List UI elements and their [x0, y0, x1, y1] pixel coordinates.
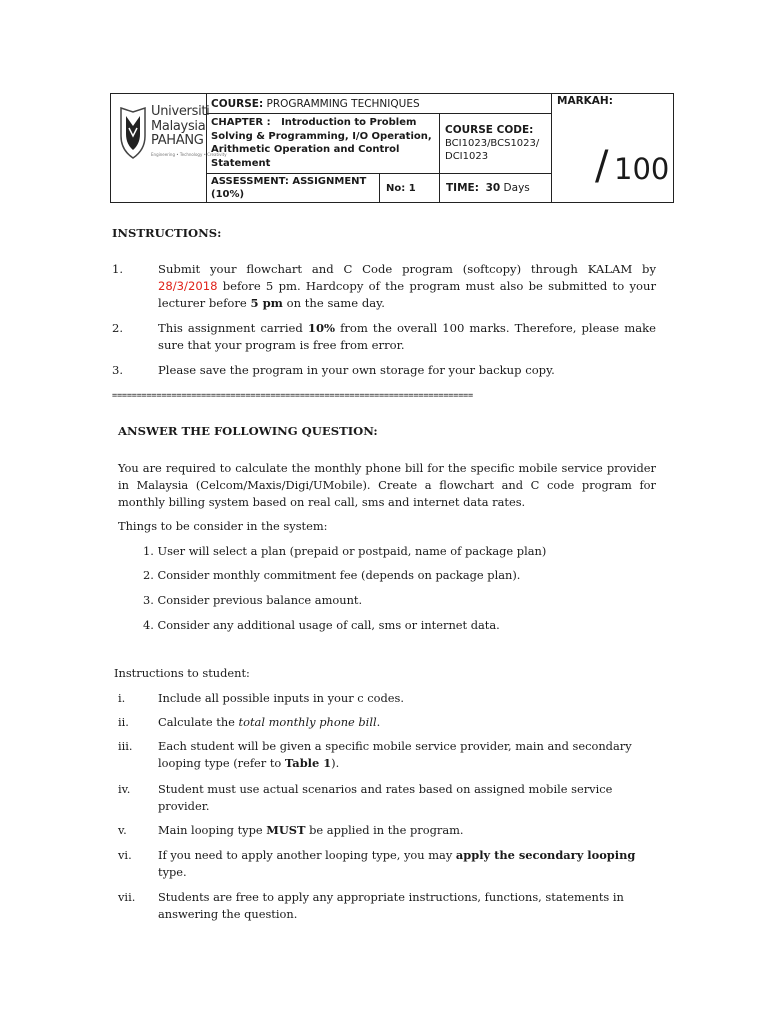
markah-label: MARKAH: [557, 95, 613, 107]
logo-line: PAHANG [151, 133, 204, 148]
course-code-label: COURSE CODE: [445, 124, 534, 136]
logo-line: Malaysia [151, 118, 206, 134]
text-span: on the same day. [286, 296, 385, 310]
consideration-item: 4. Consider any additional usage of call, sms or internet data. [143, 618, 500, 632]
instruction-text [158, 261, 656, 312]
chapter-value: Introduction to Problem Solving & Programming, I/O Operation, Arithmetic Operation and Control Statement [211, 117, 432, 169]
crest-icon [117, 106, 149, 160]
divider [439, 114, 440, 202]
text-span: Each student will be given a specific mobile service provider, main and secondary looping type (refer to [158, 739, 632, 770]
course-code-cell [445, 124, 549, 163]
text-span: Submit your flowchart and C Code program (softcopy) through KALAM by [158, 262, 656, 276]
divider [206, 173, 551, 174]
text-span: This assignment carried [158, 321, 303, 335]
italic-span: total monthly phone bill [238, 715, 377, 729]
item-number: v. [118, 823, 127, 837]
assessment-number: No: 1 [386, 183, 416, 194]
question-heading: ANSWER THE FOLLOWING QUESTION: [118, 424, 378, 438]
logo-tagline: Engineering • Technology • Creativity [151, 152, 227, 157]
divider [551, 94, 552, 202]
divider [379, 173, 380, 202]
bold-span: Table 1 [284, 756, 332, 770]
item-number: ii. [118, 715, 129, 729]
bold-span: 10% [307, 321, 336, 335]
item-number: vii. [118, 890, 136, 904]
item-number: vi. [118, 848, 132, 862]
score-slash: / [595, 143, 609, 189]
things-heading: Things to be consider in the system: [118, 519, 328, 533]
text-span: be applied in the program. [309, 823, 464, 837]
university-logo [111, 94, 227, 202]
question-intro: You are required to calculate the monthly phone bill for the specific mobile service provider in Malaysia (Celcom/Maxis/Digi/UMobile). Create a flowchart and C code program for monthly billing system based on real call, sms and internet data rates. [118, 461, 656, 509]
course-cell [211, 98, 420, 111]
student-item-text [158, 738, 658, 772]
item-number: 3. [112, 363, 124, 377]
chapter-label: CHAPTER : [211, 117, 271, 128]
consideration-item: 2. Consider monthly commitment fee (depends on package plan). [143, 568, 521, 582]
time-unit: Days [503, 182, 530, 194]
student-instructions-heading: Instructions to student: [114, 666, 250, 680]
text-span: type. [158, 865, 187, 879]
student-item-text: Students are free to apply any appropriate instructions, functions, statements in answering the question. [158, 890, 624, 921]
logo-line: Universiti [151, 104, 210, 119]
item-number: 2. [112, 321, 124, 335]
text-span: Calculate the [158, 715, 235, 729]
text-span: Main looping type [158, 823, 263, 837]
score-total: 100 [614, 152, 670, 186]
consideration-item: 3. Consider previous balance amount. [143, 593, 363, 607]
student-item-text: Student must use actual scenarios and rates based on assigned mobile service provider. [158, 782, 613, 813]
logo-wordmark [151, 105, 210, 149]
course-label: COURSE: [211, 98, 264, 110]
text-span: If you need to apply another looping type, you may [158, 848, 453, 862]
instruction-text [158, 320, 656, 354]
deadline-date: 28/3/2018 [158, 279, 218, 293]
chapter-cell [211, 116, 433, 170]
instruction-text: Please save the program in your own storage for your backup copy. [158, 363, 555, 377]
course-value: PROGRAMMING TECHNIQUES [266, 98, 420, 110]
text-span: from the overall 100 marks. Therefore, please make sure that your program is free from error. [158, 321, 657, 352]
course-code-value: DCI1023 [445, 151, 489, 162]
time-label: TIME: [446, 182, 479, 194]
text-span: . [376, 715, 381, 729]
consideration-item: 1. User will select a plan (prepaid or postpaid, name of package plan) [143, 544, 547, 558]
time-cell [446, 182, 530, 195]
item-number: i. [118, 691, 126, 705]
text-span: ). [331, 756, 340, 770]
item-number: iii. [118, 739, 133, 753]
instructions-heading: INSTRUCTIONS: [112, 226, 222, 240]
item-number: 1. [112, 262, 124, 276]
student-item-text: Include all possible inputs in your c codes. [158, 691, 405, 705]
text-span: before 5 pm. Hardcopy of the program must also be submitted to your lecturer before [158, 279, 656, 310]
item-number: iv. [118, 782, 131, 796]
student-item-text [158, 847, 658, 881]
course-code-value: BCI1023/BCS1023/ [445, 138, 540, 149]
assessment-label: ASSESSMENT: ASSIGNMENT (10%) [211, 176, 367, 200]
time-value: 30 [485, 182, 501, 194]
bold-span: 5 pm [250, 296, 283, 310]
divider [206, 113, 551, 114]
student-item-text [158, 822, 658, 839]
bold-span: MUST [266, 823, 306, 837]
header-table [110, 93, 674, 203]
student-item-text [158, 714, 658, 731]
bold-span: apply the secondary looping [455, 848, 636, 862]
separator-line: ========================================================================= [112, 391, 473, 401]
